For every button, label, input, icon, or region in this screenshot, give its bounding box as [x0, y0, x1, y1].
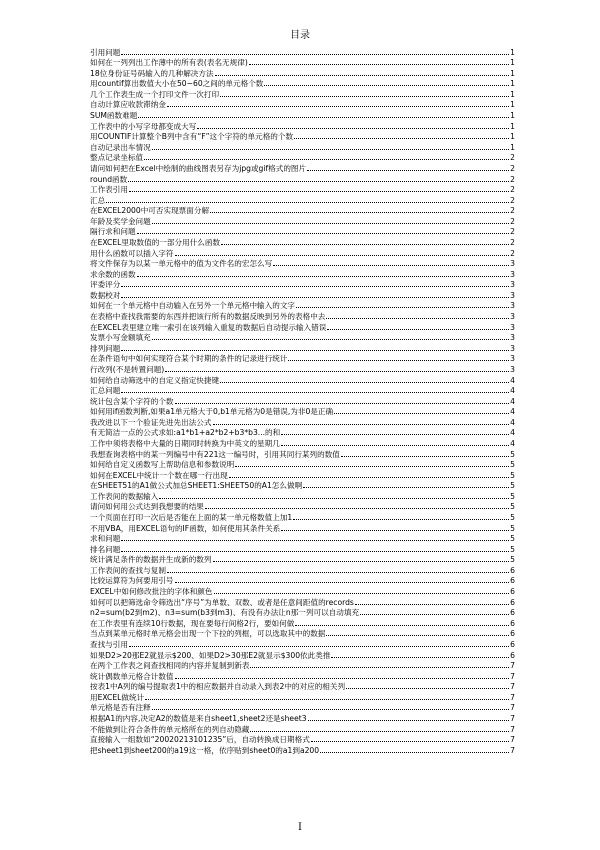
toc-entry[interactable] — [90, 702, 515, 713]
toc-entry-title: 用什么函数可以插入字符 — [90, 248, 174, 258]
toc-entry-page: 3 — [510, 259, 515, 269]
toc-entry[interactable] — [90, 310, 515, 321]
dot-leader — [281, 530, 509, 531]
toc-entry[interactable] — [90, 628, 515, 639]
toc-entry-title: round函数 — [90, 174, 128, 184]
toc-entry-title: n2=sum(b2到m2)、n3=sum(b3到m3)、有没有办法让n那一列可以自动填充 — [90, 608, 360, 618]
toc-entry-page: 5 — [510, 544, 515, 554]
toc-entry-title: 如何用if函数判断,如果a1单元格大于0,b1单元格为0是错误,为非0是正确 — [90, 407, 334, 417]
toc-entry[interactable] — [90, 78, 515, 89]
toc-entry[interactable] — [90, 744, 515, 755]
toc-entry-title: 工作表引用 — [90, 185, 128, 195]
toc-entry[interactable] — [90, 131, 515, 142]
toc-entry-page: 6 — [510, 597, 515, 607]
dot-leader — [250, 667, 509, 668]
toc-entry-title: 比较运算符为何要用引号 — [90, 576, 174, 586]
toc-entry-title: 行改列(不是转置问题) — [90, 364, 165, 374]
toc-entry-page: 2 — [510, 153, 515, 163]
toc-entry[interactable] — [90, 363, 515, 374]
dot-leader — [121, 350, 509, 351]
toc-entry-title: 将文件保存为以某一单元格中的值为文件名的宏怎么写 — [90, 259, 273, 269]
toc-entry-title: 统计满足条件的数据并生成新的数列 — [90, 555, 212, 565]
page-number: I — [298, 822, 302, 833]
toc-entry[interactable] — [90, 120, 515, 131]
dot-leader — [175, 255, 510, 256]
toc-entry[interactable] — [90, 533, 515, 544]
page-title: 目录 — [290, 30, 310, 41]
dot-leader — [213, 424, 510, 425]
toc-entry-title: 求余数的函数 — [90, 269, 136, 279]
dot-leader — [128, 181, 509, 182]
toc-entry[interactable] — [90, 385, 515, 396]
toc-entry[interactable] — [90, 46, 515, 57]
dot-leader — [167, 106, 509, 107]
toc-entry-page: 3 — [510, 364, 515, 374]
toc-entry[interactable] — [90, 67, 515, 78]
dot-leader — [121, 551, 509, 552]
toc-entry-title: 如何在一列列出工作薄中的所有表(表名无规律) — [90, 58, 248, 68]
toc-entry-title: 如何在一个单元格中自动输入在另外一个单元格中输入的文字 — [90, 301, 296, 311]
toc-entry[interactable] — [90, 141, 515, 152]
toc-entry[interactable] — [90, 395, 515, 406]
toc-entry[interactable] — [90, 469, 515, 480]
toc-entry-page: 2 — [510, 248, 515, 258]
toc-entry-title: 如何在EXCEL中统计一个数在哪一行出现 — [90, 470, 228, 480]
toc-entry-page: 7 — [510, 692, 515, 702]
toc-entry-title: 不用VBA，用EXCEL语句的IF函数，如何使用其条件关系 — [90, 523, 281, 533]
toc-entry-title: 排名问题 — [90, 544, 121, 554]
toc-entry-page: 2 — [510, 163, 515, 173]
toc-entry-title: 在EXCEL表里建立唯一索引在该列输入重复的数据后自动提示输入错误 — [90, 322, 327, 332]
toc-entry[interactable] — [90, 57, 515, 68]
dot-leader — [215, 75, 510, 76]
dot-leader — [250, 731, 509, 732]
toc-entry-page: 7 — [510, 745, 515, 755]
dot-leader — [137, 233, 510, 234]
toc-entry-page: 2 — [510, 185, 515, 195]
toc-entry-page: 1 — [510, 100, 515, 110]
dot-leader — [129, 191, 509, 192]
toc-entry[interactable] — [90, 194, 515, 205]
toc-entry-page: 4 — [510, 417, 515, 427]
toc-entry-page: 1 — [510, 142, 515, 152]
toc-entry-title: 工作表间的数据输入 — [90, 491, 159, 501]
dot-leader — [281, 445, 509, 446]
toc-entry-page: 3 — [510, 312, 515, 322]
toc-entry[interactable] — [90, 321, 515, 332]
toc-entry[interactable] — [90, 543, 515, 554]
toc-entry-title: 不能做到让符合条件的单元格所在的列自动隐藏 — [90, 724, 250, 734]
toc-entry-page: 2 — [510, 227, 515, 237]
dot-leader — [121, 392, 509, 393]
toc-entry-page: 7 — [510, 703, 515, 713]
toc-entry-title: 用EXCEL做统计 — [90, 692, 145, 702]
toc-entry-title: 在SHEET51的A1做公式加总SHEET1:SHEET50的A1怎么做啊 — [90, 481, 303, 491]
dot-leader — [295, 625, 509, 626]
toc-entry-title: 汇总 — [90, 195, 106, 205]
dot-leader — [249, 64, 509, 65]
toc-entry-page: 3 — [510, 269, 515, 279]
dot-leader — [273, 265, 509, 266]
toc-entry[interactable] — [90, 268, 515, 279]
toc-entry-page: 5 — [510, 491, 515, 501]
toc-entry-page: 7 — [510, 724, 515, 734]
dot-leader — [264, 85, 509, 86]
table-of-contents — [90, 46, 515, 755]
toc-entry[interactable] — [90, 247, 515, 258]
toc-entry[interactable] — [90, 448, 515, 459]
toc-entry[interactable] — [90, 607, 515, 618]
toc-entry-title: 几个工作表生成一个打印文件一次打印 — [90, 89, 220, 99]
dot-leader — [341, 456, 509, 457]
toc-entry-title: 隔行求和问题 — [90, 227, 136, 237]
toc-entry-title: 请问如何用公式达到我想要的结果 — [90, 502, 204, 512]
dot-leader — [214, 593, 510, 594]
toc-entry[interactable] — [90, 480, 515, 491]
toc-entry[interactable] — [90, 585, 515, 596]
toc-entry-page: 4 — [510, 407, 515, 417]
toc-entry-page: 2 — [510, 216, 515, 226]
toc-entry-page: 3 — [510, 301, 515, 311]
toc-entry-title: 年龄及奖学金问题 — [90, 216, 151, 226]
toc-entry-page: 5 — [510, 470, 515, 480]
toc-entry-page: 4 — [510, 375, 515, 385]
toc-entry[interactable] — [90, 215, 515, 226]
toc-entry-page: 1 — [510, 47, 515, 57]
toc-entry-title: 统计偶数单元格合计数值 — [90, 671, 174, 681]
toc-entry-page: 6 — [510, 608, 515, 618]
toc-entry-title: 工作中须将表格中大量的日期同时转换为中英文的星期几 — [90, 438, 280, 448]
toc-entry[interactable] — [90, 173, 515, 184]
dot-leader — [152, 709, 509, 710]
toc-entry-title: 工作表间的查找与复制 — [90, 565, 166, 575]
dot-leader — [210, 212, 509, 213]
toc-entry-page: 6 — [510, 565, 515, 575]
dot-leader — [121, 297, 509, 298]
toc-entry-page: 1 — [510, 121, 515, 131]
toc-entry-page: 4 — [510, 386, 515, 396]
toc-entry-title: 如何可以把筛选命令筛选出“序号”为单数、双数、或者是任意间距值的records — [90, 597, 354, 607]
toc-entry[interactable] — [90, 691, 515, 702]
toc-entry-page: 6 — [510, 576, 515, 586]
toc-entry-title: 在EXCEL里取数值的一部分用什么函数 — [90, 237, 221, 247]
toc-entry-page: 2 — [510, 195, 515, 205]
dot-leader — [145, 699, 509, 700]
toc-entry-title: 按表1中A列的编号提取表1中的相应数据并自动录入到表2中的对应的相关列 — [90, 682, 346, 692]
toc-entry[interactable] — [90, 205, 515, 216]
dot-leader — [355, 604, 509, 605]
dot-leader — [220, 96, 509, 97]
toc-entry[interactable] — [90, 279, 515, 290]
toc-entry-page: 5 — [510, 555, 515, 565]
toc-entry-title: 汇总问题 — [90, 386, 121, 396]
toc-entry[interactable] — [90, 258, 515, 269]
dot-leader — [334, 413, 509, 414]
toc-entry-page: 1 — [510, 79, 515, 89]
toc-entry-title: 自动记录出车情况 — [90, 142, 151, 152]
dot-leader — [229, 477, 509, 478]
toc-entry-page: 6 — [510, 650, 515, 660]
toc-entry-title: 在表格中查找我需要的东西并把该行所有的数据反映到另外的表格中去 — [90, 312, 326, 322]
toc-entry-title: 统计包含某个字符的个数 — [90, 396, 174, 406]
dot-leader — [235, 466, 509, 467]
dot-leader — [159, 498, 509, 499]
toc-entry-title: 数据校对 — [90, 290, 121, 300]
toc-entry-page: 1 — [510, 89, 515, 99]
dot-leader — [175, 403, 510, 404]
toc-entry[interactable] — [90, 99, 515, 110]
dot-leader — [152, 223, 509, 224]
dot-leader — [175, 678, 510, 679]
toc-entry[interactable] — [90, 564, 515, 575]
dot-leader — [296, 307, 509, 308]
toc-entry-page: 1 — [510, 58, 515, 68]
toc-entry[interactable] — [90, 109, 515, 120]
toc-entry-page: 3 — [510, 343, 515, 353]
toc-entry[interactable] — [90, 522, 515, 533]
toc-entry-title: 引用问题 — [90, 47, 121, 57]
dot-leader — [331, 657, 509, 658]
dot-leader — [144, 159, 509, 160]
dot-leader — [294, 138, 509, 139]
toc-entry-page: 5 — [510, 502, 515, 512]
toc-entry-page: 5 — [510, 534, 515, 544]
toc-entry-page: 6 — [510, 618, 515, 628]
toc-entry[interactable] — [90, 152, 515, 163]
toc-entry-title: 如何给自动筛选中的自定义指定快捷键 — [90, 375, 220, 385]
toc-entry[interactable] — [90, 300, 515, 311]
toc-entry-title: 请问如何把在Excel中绘制的曲线图表另存为jpg或gif格式的图片 — [90, 163, 307, 173]
toc-entry[interactable] — [90, 638, 515, 649]
dot-leader — [129, 646, 509, 647]
toc-entry-title: 用COUNTIF计算整个B列中含有“F”这个字符的单元格的个数 — [90, 132, 294, 142]
toc-entry-page: 3 — [510, 290, 515, 300]
toc-entry[interactable] — [90, 374, 515, 385]
toc-entry-page: 3 — [510, 333, 515, 343]
dot-leader — [152, 339, 509, 340]
toc-entry-page: 3 — [510, 280, 515, 290]
toc-entry-title: 我想查询表格中的某一列编号中有221这一编号时，引用其同行某列的数值 — [90, 449, 340, 459]
dot-leader — [303, 487, 509, 488]
toc-entry-title: 把sheet1到sheet200的a19这一格，依序贴到sheet0的a1到a200 — [90, 745, 320, 755]
toc-entry-title: 自动计算应收款滞纳金 — [90, 100, 166, 110]
toc-entry-title: 在工作表里有连续10行数据，现在要每行间格2行，要如何做 — [90, 618, 295, 628]
toc-entry[interactable] — [90, 332, 515, 343]
toc-entry[interactable] — [90, 501, 515, 512]
dot-leader — [213, 561, 510, 562]
toc-entry[interactable] — [90, 734, 515, 745]
dot-leader — [165, 371, 509, 372]
toc-entry-title: 排列问题 — [90, 343, 121, 353]
toc-entry[interactable] — [90, 342, 515, 353]
dot-leader — [137, 276, 510, 277]
dot-leader — [121, 286, 509, 287]
toc-entry[interactable] — [90, 353, 515, 364]
dot-leader — [281, 434, 509, 435]
dot-leader — [326, 318, 509, 319]
toc-entry-title: 根据A1的内容,决定A2的数值是来自sheet1,sheet2还是sheet3 — [90, 714, 307, 723]
toc-entry-page: 2 — [510, 237, 515, 247]
toc-entry[interactable] — [90, 723, 515, 734]
toc-entry-page: 5 — [510, 449, 515, 459]
dot-leader — [311, 741, 509, 742]
toc-entry[interactable] — [90, 649, 515, 660]
toc-entry-page: 1 — [510, 68, 515, 78]
toc-entry-page: 3 — [510, 354, 515, 364]
dot-leader — [327, 329, 509, 330]
toc-entry-title: 一个页面在打印一次后是否能在上面的某一单元格数值上加1 — [90, 513, 293, 523]
toc-entry[interactable] — [90, 226, 515, 237]
toc-entry-page: 6 — [510, 639, 515, 649]
toc-entry-title: 18位身份证号码输入的几种解决方法 — [90, 68, 214, 78]
dot-leader — [152, 149, 509, 150]
toc-entry[interactable] — [90, 416, 515, 427]
toc-entry-page: 4 — [510, 438, 515, 448]
dot-leader — [288, 360, 509, 361]
toc-entry[interactable] — [90, 511, 515, 522]
dot-leader — [220, 382, 509, 383]
toc-entry-title: 直接输入一组数如“20020213101235”后，自动转换成日期格式 — [90, 735, 310, 745]
toc-entry[interactable] — [90, 660, 515, 671]
toc-entry-page: 7 — [510, 735, 515, 745]
dot-leader — [205, 508, 509, 509]
dot-leader — [106, 202, 509, 203]
toc-entry[interactable] — [90, 575, 515, 586]
toc-entry-title: 查找与引用 — [90, 639, 128, 649]
toc-entry-title: 发票小写金额填充 — [90, 333, 151, 343]
toc-entry-title: 在EXCEL2000中可否实现票面分解 — [90, 206, 210, 216]
toc-entry-title: 如果D2>20那E2就显示$200、如果D2>30那E2就显示$300依此类推 — [90, 650, 331, 660]
toc-entry-page: 7 — [510, 714, 515, 723]
toc-entry[interactable] — [90, 88, 515, 99]
dot-leader — [308, 720, 510, 721]
dot-leader — [167, 572, 509, 573]
toc-entry-title: 整点记录坐标值 — [90, 153, 144, 163]
toc-entry-page: 3 — [510, 322, 515, 332]
toc-entry-title: 在条件语句中如何实现符合某个时期的条件的记录进行统计 — [90, 354, 288, 364]
toc-entry[interactable] — [90, 712, 515, 723]
toc-entry-title: 有无简洁一点的公式求如:a1*b1+a2*b2+b3*b3...的和 — [90, 428, 281, 438]
toc-entry-page: 7 — [510, 661, 515, 671]
toc-entry[interactable] — [90, 670, 515, 681]
dot-leader — [360, 614, 509, 615]
toc-entry-title: 如何给自定义函数写上帮助信息和参数说明 — [90, 460, 235, 470]
dot-leader — [121, 54, 509, 55]
toc-entry-title: 评委评分 — [90, 280, 121, 290]
dot-leader — [307, 170, 509, 171]
dot-leader — [346, 688, 509, 689]
toc-entry-page: 2 — [510, 206, 515, 216]
dot-leader — [320, 752, 509, 753]
dot-leader — [293, 519, 509, 520]
toc-entry[interactable] — [90, 184, 515, 195]
toc-entry-page: 5 — [510, 513, 515, 523]
toc-entry-title: 单元格是否有注释 — [90, 703, 151, 713]
toc-entry-page: 1 — [510, 132, 515, 142]
toc-entry[interactable] — [90, 617, 515, 628]
toc-entry[interactable] — [90, 596, 515, 607]
dot-leader — [175, 582, 510, 583]
toc-entry-title: 工作表中的小写字母都变成大写 — [90, 121, 197, 131]
dot-leader — [221, 244, 509, 245]
toc-entry-page: 4 — [510, 428, 515, 438]
toc-entry-page: 5 — [510, 481, 515, 491]
toc-entry-title: 我改进以下一个验证先进先出法公式 — [90, 417, 212, 427]
toc-entry-page: 6 — [510, 629, 515, 639]
toc-entry[interactable] — [90, 459, 515, 470]
toc-entry-page: 7 — [510, 671, 515, 681]
toc-entry-page: 4 — [510, 396, 515, 406]
toc-entry[interactable] — [90, 289, 515, 300]
toc-entry-title: SUM函数难题 — [90, 111, 138, 121]
toc-entry-page: 7 — [510, 682, 515, 692]
toc-entry[interactable] — [90, 437, 515, 448]
toc-entry-title: 用countif算出数值大小在50~60之间的单元格个数 — [90, 79, 264, 89]
toc-entry[interactable] — [90, 406, 515, 417]
dot-leader — [326, 635, 509, 636]
toc-entry[interactable] — [90, 162, 515, 173]
toc-entry-title: 在两个工作表之间查找相同的内容并复制到新表 — [90, 661, 250, 671]
toc-entry-page: 5 — [510, 460, 515, 470]
toc-entry[interactable] — [90, 554, 515, 565]
toc-entry[interactable] — [90, 490, 515, 501]
toc-entry[interactable] — [90, 681, 515, 692]
dot-leader — [121, 540, 509, 541]
dot-leader — [138, 117, 509, 118]
toc-entry-page: 1 — [510, 111, 515, 121]
toc-entry[interactable] — [90, 427, 515, 438]
dot-leader — [197, 128, 509, 129]
toc-entry-title: EXCEL中如何修改批注的字体和颜色 — [90, 587, 213, 597]
toc-entry-page: 5 — [510, 523, 515, 533]
toc-entry-page: 2 — [510, 174, 515, 184]
toc-entry-title: 当点到某单元格时单元格会出现一个下拉的列框，可以选取其中的数据 — [90, 629, 326, 639]
toc-entry[interactable] — [90, 236, 515, 247]
toc-entry-title: 求和问题 — [90, 534, 121, 544]
toc-entry-page: 6 — [510, 587, 515, 597]
